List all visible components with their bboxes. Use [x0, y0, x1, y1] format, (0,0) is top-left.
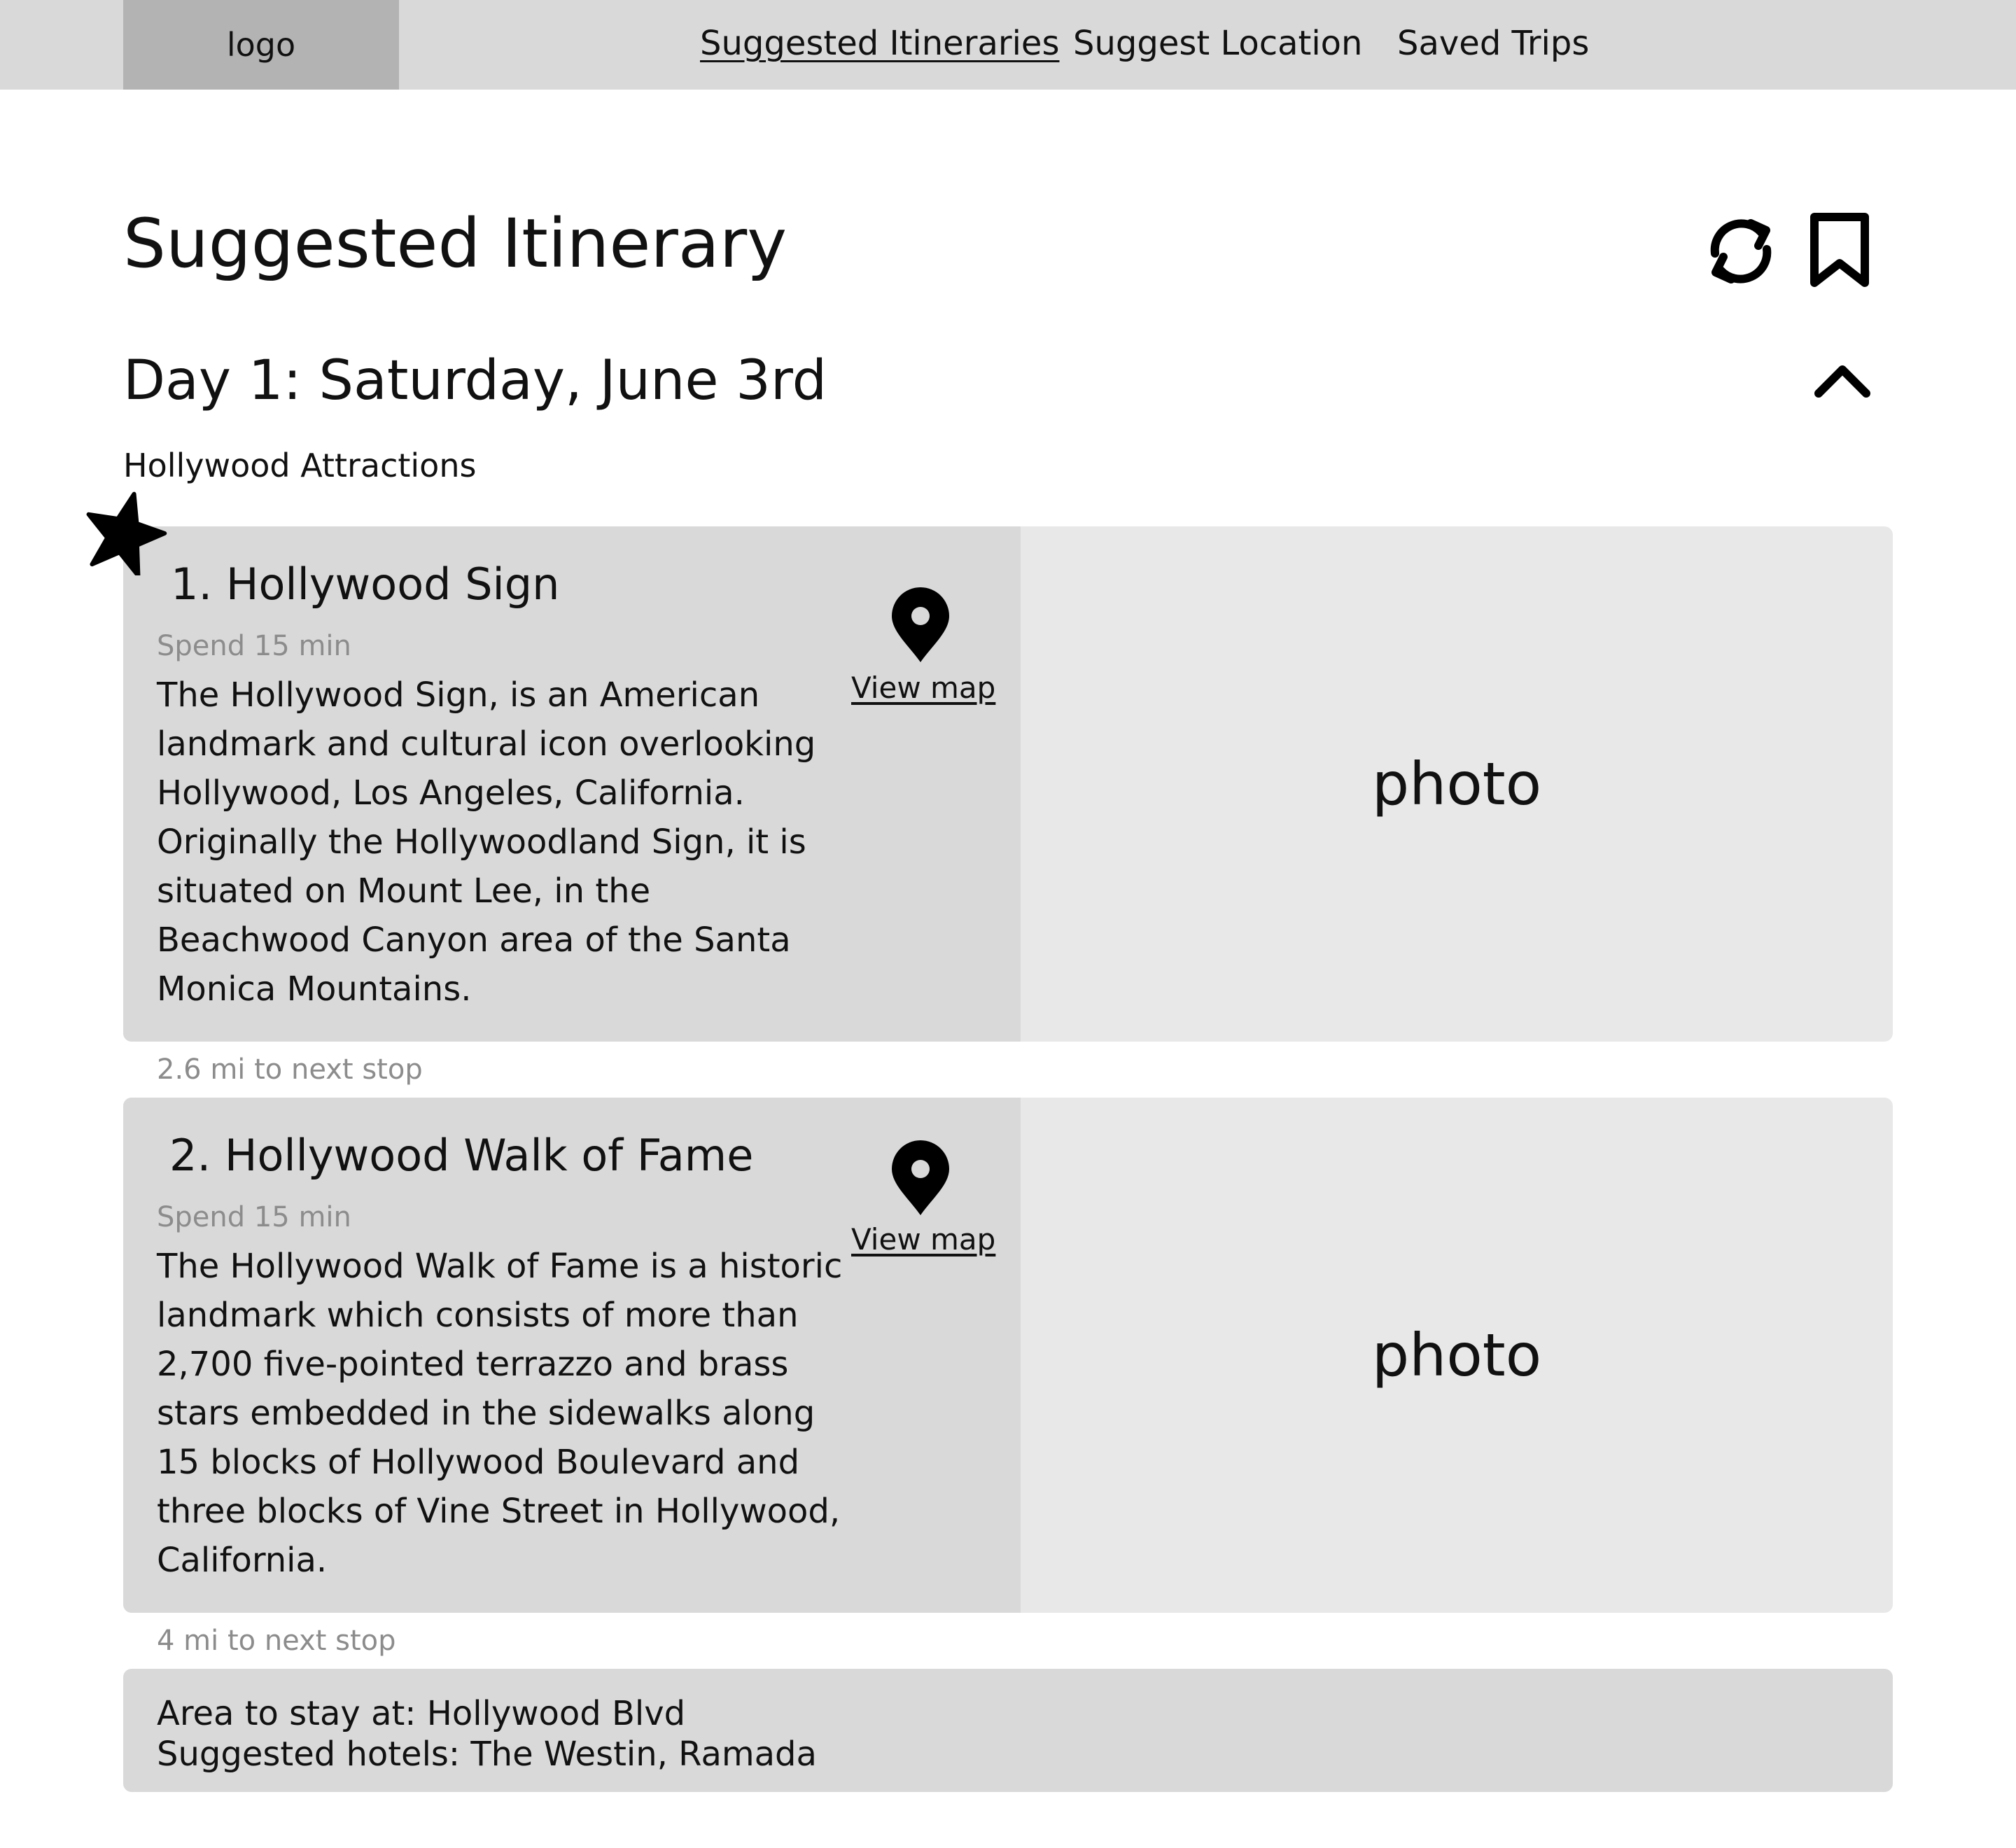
- map-pin-icon[interactable]: [889, 587, 952, 664]
- nav-suggest-location[interactable]: Suggest Location: [1073, 24, 1363, 63]
- day-title: Day 1: Saturday, June 3rd: [123, 349, 827, 412]
- stop-description: The Hollywood Walk of Fame is a historic landmark which consists of more than 2,700 five-pointed terrazzo and brass stars embedded in the sidewalks along 15 blocks of Hollywood Boulevard and three blocks of Vine Street in Hollywood, California.: [157, 1247, 843, 1580]
- refresh-icon[interactable]: [1700, 210, 1782, 293]
- stop-photo: photo: [1371, 1321, 1542, 1390]
- map-pin-icon[interactable]: [889, 1140, 952, 1217]
- stop-title: 1. Hollywood Sign: [171, 559, 560, 610]
- stop-info: [123, 1098, 1021, 1613]
- stop-photo: photo: [1371, 750, 1542, 818]
- stop-duration: Spend 15 min: [157, 630, 351, 662]
- view-map-link[interactable]: View map: [851, 671, 996, 705]
- group-label: Hollywood Attractions: [123, 447, 477, 484]
- distance-to-next: 2.6 mi to next stop: [157, 1054, 423, 1086]
- nav-saved-trips[interactable]: Saved Trips: [1397, 24, 1590, 63]
- stay-suggestion: [123, 1669, 1893, 1792]
- bookmark-icon[interactable]: [1807, 210, 1872, 291]
- stay-area: Area to stay at: Hollywood Blvd: [157, 1694, 686, 1733]
- distance-to-next: 4 mi to next stop: [157, 1625, 396, 1657]
- chevron-up-icon[interactable]: [1813, 358, 1872, 400]
- view-map-link[interactable]: View map: [851, 1222, 996, 1256]
- stop-title: 2. Hollywood Walk of Fame: [169, 1130, 754, 1181]
- suggested-hotels: Suggested hotels: The Westin, Ramada: [157, 1735, 817, 1774]
- top-nav: [0, 0, 2016, 90]
- stop-info: [123, 526, 1021, 1042]
- nav-suggested-itineraries[interactable]: Suggested Itineraries: [700, 24, 1060, 63]
- stop-duration: Spend 15 min: [157, 1201, 351, 1233]
- star-icon: [81, 489, 168, 575]
- logo[interactable]: logo: [123, 0, 399, 90]
- stop-description: The Hollywood Sign, is an American landmark and cultural icon overlooking Hollywood, Los Angeles, California. Originally the Hollywoodland Sign, it is situated on Mount Lee, in the Beachwood Canyon area of the Santa Monica Mountains.: [157, 676, 816, 1009]
- page-title: Suggested Itinerary: [123, 204, 787, 283]
- stop-card: [123, 1098, 1893, 1613]
- stop-card: [123, 526, 1893, 1042]
